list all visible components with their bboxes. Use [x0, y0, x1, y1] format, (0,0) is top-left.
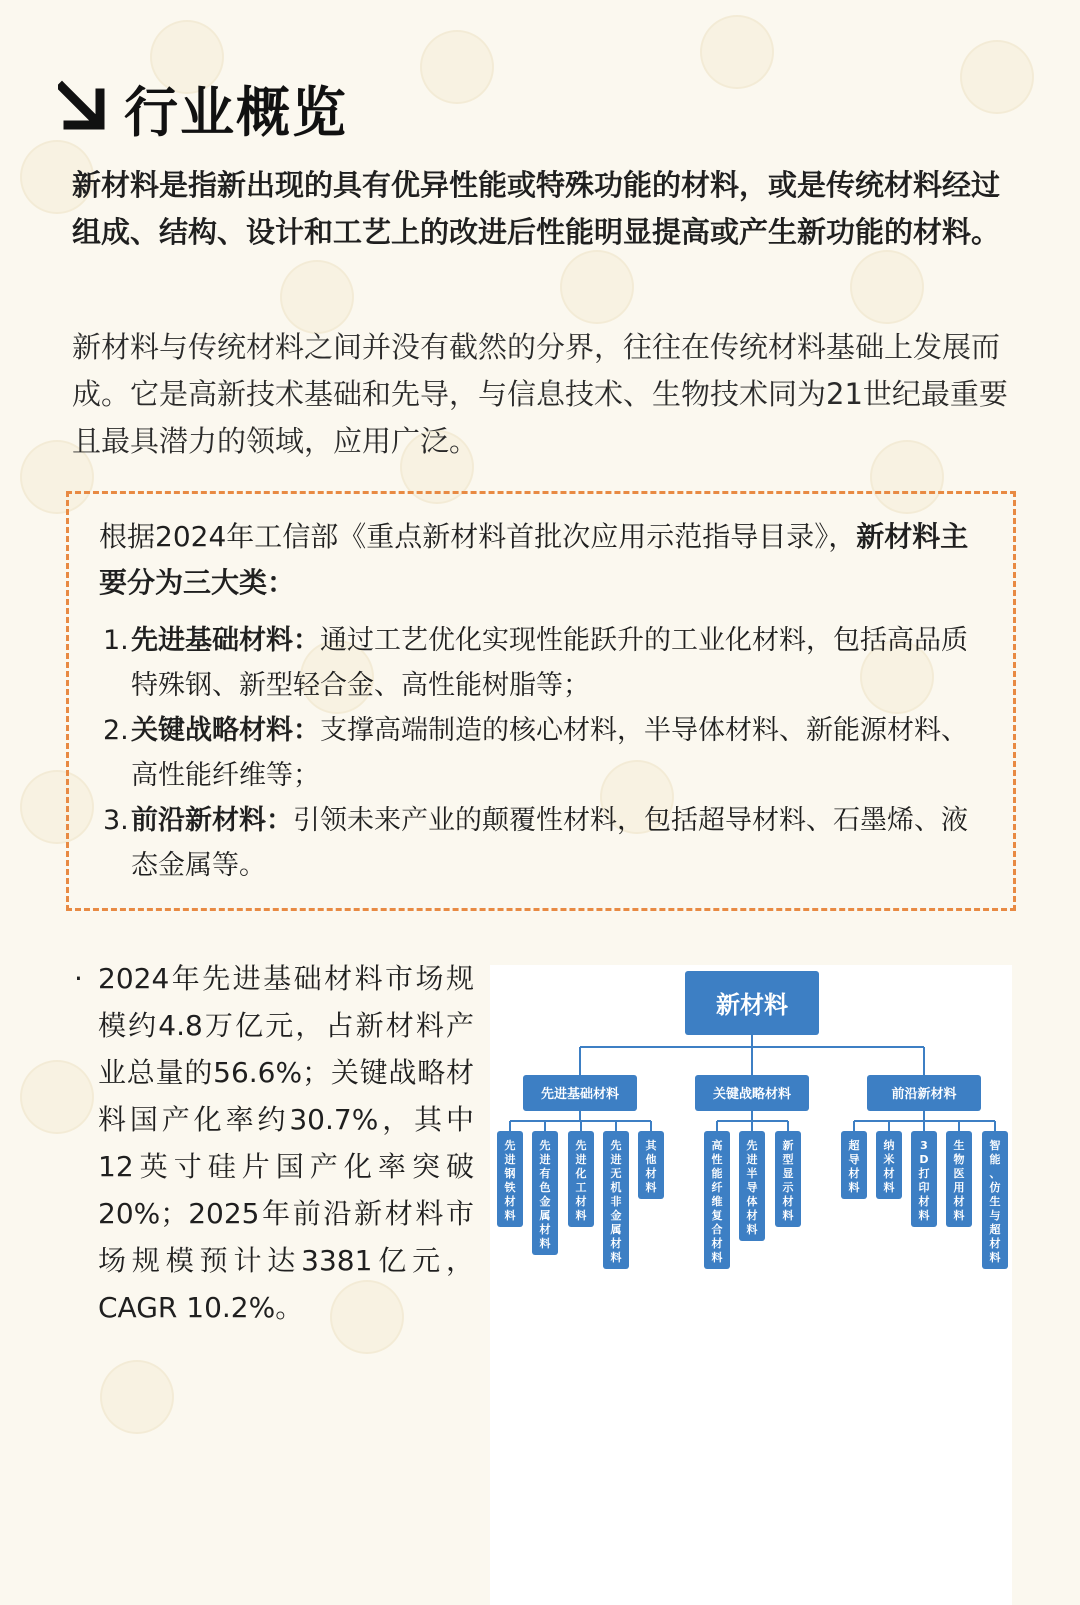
box-intro-text: 根据2024年工信部《重点新材料首批次应用示范指导目录》，	[99, 520, 857, 553]
category-number: 1.	[103, 625, 129, 656]
root-label: 新材料	[716, 991, 788, 1019]
category-desc: 通过工艺优化实现性能跃升的工业化材料，包括高品质特殊钢、新型轻合金、高性能树脂等；	[131, 625, 968, 701]
bullet: ·	[74, 962, 83, 995]
leaf-label: 3 D 打印材料	[918, 1139, 930, 1222]
tree-diagram	[490, 965, 1012, 1605]
group-label: 前沿新材料	[891, 1087, 957, 1102]
page-header	[58, 70, 348, 147]
stats-text: 2024年先进基础材料市场规模约4.8万亿元，占新材料产业总量的56.6%；关键战略材料国产化率约30.7%，其中12英寸硅片国产化率突破20%；2025年前沿新材料市场规模预计达3381亿元，CAGR 10.2%。	[98, 962, 474, 1324]
box-intro	[99, 514, 989, 606]
leaf-label: 超导材料	[848, 1139, 860, 1194]
category-item	[103, 798, 983, 888]
leaf-label: 先进半导体材料	[746, 1139, 758, 1236]
category-item	[103, 618, 983, 708]
leaf-label: 其他材料	[645, 1139, 657, 1194]
page-title: 行业概览	[124, 81, 348, 144]
leaf-label: 先进化工材料	[575, 1139, 587, 1222]
intro-paragraph: 新材料是指新出现的具有优异性能或特殊功能的材料，或是传统材料经过组成、结构、设计和工艺上的改进后性能明显提高或产生新功能的材料。	[72, 168, 1001, 249]
leaf-label: 新型显示材料	[782, 1139, 794, 1222]
category-desc: 支撑高端制造的核心材料，半导体材料、新能源材料、高性能纤维等；	[131, 715, 968, 791]
category-name: 关键战略材料：	[131, 715, 320, 746]
leaf-label: 纳米材料	[883, 1139, 895, 1194]
category-item	[103, 708, 983, 798]
leaf-label: 智能、仿生与超材料	[989, 1139, 1001, 1264]
market-stats	[74, 955, 474, 1331]
leaf-label: 生物医用材料	[953, 1139, 965, 1222]
category-desc: 引领未来产业的颠覆性材料，包括超导材料、石墨烯、液态金属等。	[131, 805, 968, 881]
category-number: 2.	[103, 715, 129, 746]
group-label: 先进基础材料	[540, 1087, 620, 1102]
category-name: 前沿新材料：	[131, 805, 293, 836]
classification-box	[66, 491, 1016, 911]
leaf-label: 先进无机非金属材料	[610, 1139, 622, 1264]
category-number: 3.	[103, 805, 129, 836]
box-intro-emphasis: 新材料主要分为三大类：	[99, 520, 969, 599]
leaf-label: 高性能纤维复合材料	[711, 1139, 723, 1264]
arrow-down-right-icon	[58, 79, 110, 139]
context-paragraph: 新材料与传统材料之间并没有截然的分界，往往在传统材料基础上发展而成。它是高新技术基础和先导，与信息技术、生物技术同为21世纪最重要且最具潜力的领域，应用广泛。	[72, 330, 1008, 458]
category-name: 先进基础材料：	[131, 625, 320, 656]
group-label: 关键战略材料	[712, 1087, 792, 1102]
classification-diagram	[490, 965, 1012, 1605]
leaf-label: 先进有色金属材料	[539, 1139, 551, 1250]
leaf-label: 先进钢铁材料	[504, 1139, 516, 1222]
